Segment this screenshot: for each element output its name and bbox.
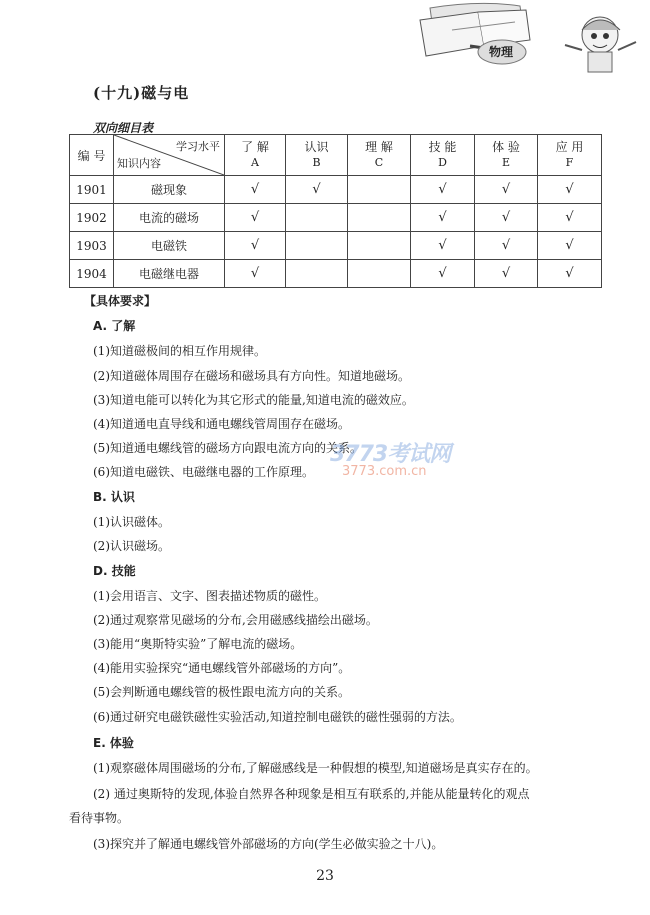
level-header-a: 了 解 A <box>225 135 286 176</box>
list-item: (1)知道磁极间的相互作用规律。 <box>93 344 266 358</box>
list-item: (6)知道电磁铁、电磁继电器的工作原理。 <box>93 465 314 479</box>
table-row <box>70 204 602 232</box>
list-item: (1)认识磁体。 <box>93 515 170 529</box>
check-mark <box>348 176 411 204</box>
diag-header-level: 学习水平 <box>176 140 220 153</box>
diagonal-header-cell <box>114 135 225 176</box>
check-mark: √ <box>475 176 538 204</box>
check-mark <box>348 260 411 288</box>
level-header-d: 技 能 D <box>411 135 475 176</box>
table-row <box>70 260 602 288</box>
check-mark: √ <box>475 260 538 288</box>
page-number: 23 <box>316 868 334 884</box>
table-row <box>70 176 602 204</box>
row-number: 1903 <box>70 232 114 260</box>
row-number: 1904 <box>70 260 114 288</box>
level-header-c: 理 解 C <box>348 135 411 176</box>
check-mark: √ <box>411 232 475 260</box>
check-mark: √ <box>225 260 286 288</box>
check-mark: √ <box>225 232 286 260</box>
section-e-heading: E. 体验 <box>93 736 134 750</box>
list-item: (5)会判断通电螺线管的极性跟电流方向的关系。 <box>93 685 350 699</box>
check-mark <box>348 204 411 232</box>
check-mark: √ <box>411 176 475 204</box>
check-mark: √ <box>411 204 475 232</box>
check-mark: √ <box>538 260 602 288</box>
level-header-e: 体 验 E <box>475 135 538 176</box>
list-item: (2)通过观察常见磁场的分布,会用磁感线描绘出磁场。 <box>93 613 378 627</box>
requirements-title: 【具体要求】 <box>84 294 157 308</box>
check-mark: √ <box>225 204 286 232</box>
check-mark: √ <box>225 176 286 204</box>
header-illustration <box>400 0 650 80</box>
row-content: 电流的磁场 <box>114 204 225 232</box>
book-icon <box>420 12 484 56</box>
watermark-logo: 3773考试网 <box>330 442 451 467</box>
section-b-heading: B. 认识 <box>93 490 135 504</box>
check-mark: √ <box>538 176 602 204</box>
check-mark <box>286 232 348 260</box>
list-item: (2) 通过奥斯特的发现,体验自然界各种现象是相互有联系的,并能从能量转化的观点 <box>93 787 530 801</box>
watermark-url: 3773.com.cn <box>342 464 427 479</box>
row-content: 电磁继电器 <box>114 260 225 288</box>
row-number: 1902 <box>70 204 114 232</box>
check-mark: √ <box>475 232 538 260</box>
check-mark: √ <box>475 204 538 232</box>
check-mark <box>286 204 348 232</box>
list-item: (3)探究并了解通电螺线管外部磁场的方向(学生必做实验之十八)。 <box>93 837 444 851</box>
col-header-number: 编 号 <box>70 135 114 176</box>
section-a-heading: A. 了解 <box>93 319 136 333</box>
list-item: (4)知道通电直导线和通电螺线管周围存在磁场。 <box>93 417 350 431</box>
row-content: 电磁铁 <box>114 232 225 260</box>
list-item: (3)知道电能可以转化为其它形式的能量,知道电流的磁效应。 <box>93 393 414 407</box>
list-item: (1)观察磁体周围磁场的分布,了解磁感线是一种假想的模型,知道磁场是真实存在的。 <box>93 761 538 775</box>
list-item: (6)通过研究电磁铁磁性实验活动,知道控制电磁铁的磁性强弱的方法。 <box>93 710 462 724</box>
list-item: (3)能用“奥斯特实验”了解电流的磁场。 <box>93 637 303 651</box>
check-mark <box>286 260 348 288</box>
subject-badge: 物理 <box>489 45 514 59</box>
section-title: (十九)磁与电 <box>93 84 190 102</box>
list-item: (1)会用语言、文字、图表描述物质的磁性。 <box>93 589 326 603</box>
list-item-continuation: 看待事物。 <box>69 811 130 825</box>
section-d-heading: D. 技能 <box>93 564 136 578</box>
list-item: (2)认识磁场。 <box>93 539 170 553</box>
check-mark: √ <box>411 260 475 288</box>
check-mark: √ <box>538 204 602 232</box>
row-number: 1901 <box>70 176 114 204</box>
table-caption: 双向细目表 <box>93 121 154 135</box>
diag-header-content: 知识内容 <box>117 157 161 170</box>
list-item: (2)知道磁体周围存在磁场和磁场具有方向性。知道地磁场。 <box>93 369 411 383</box>
level-header-b: 认识 B <box>286 135 348 176</box>
check-mark: √ <box>538 232 602 260</box>
level-header-f: 应 用 F <box>538 135 602 176</box>
objectives-table <box>69 134 602 288</box>
row-content: 磁现象 <box>114 176 225 204</box>
check-mark: √ <box>286 176 348 204</box>
list-item: (5)知道通电螺线管的磁场方向跟电流方向的关系。 <box>93 441 362 455</box>
check-mark <box>348 232 411 260</box>
watermark <box>330 437 450 479</box>
table-row <box>70 232 602 260</box>
list-item: (4)能用实验探究“通电螺线管外部磁场的方向”。 <box>93 661 351 675</box>
